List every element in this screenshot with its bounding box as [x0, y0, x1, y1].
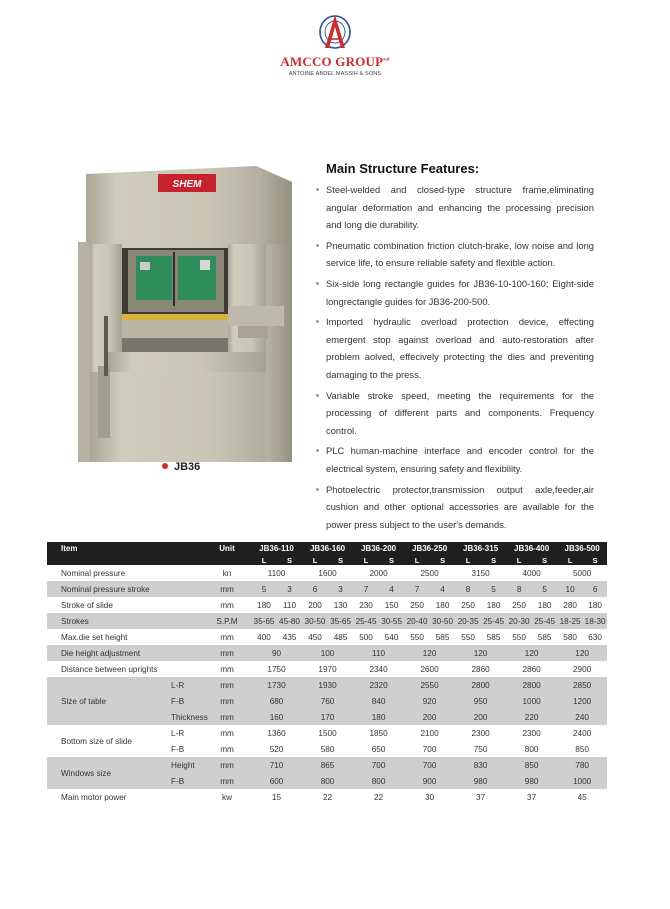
sub-l: L	[302, 555, 328, 565]
table-row: Max.die set height mm 400 435 450 485 500 540 550 585 550 585 550 585 580 630	[61, 632, 602, 642]
company-name: AMCCO $GROUP^{sal}$	[280, 54, 390, 69]
header-model: JB36-315	[455, 542, 506, 555]
header-model: JB36-110	[251, 542, 302, 555]
header-unit: Unit	[203, 542, 251, 555]
sub-l: L	[404, 555, 430, 565]
table-row: Stroke of slide mm 180 110 200 130 230 150 250 180 250 180 250 180 280 180	[61, 600, 602, 610]
spec-table	[47, 542, 607, 805]
header-model: JB36-500	[557, 542, 607, 555]
company-subtitle: ANTOINE ABDEL MASSIH & SONS	[288, 71, 382, 77]
sub-s: S	[277, 555, 302, 565]
sub-s: S	[379, 555, 404, 565]
table-row: Die height adjustment mm 90 100 110 120 120 120 120	[47, 645, 607, 661]
feature-item: PLC human-machine interface and encoder control for the electrical system, ensuring safety and flexibility.	[316, 442, 594, 477]
caption-bullet-icon	[162, 463, 168, 469]
header-item: Item	[47, 542, 203, 555]
sub-l: L	[353, 555, 379, 565]
features-list	[316, 181, 594, 533]
table-row: Distance between uprights mm 1750 1970 2340 2600 2860 2860 2900	[61, 664, 592, 674]
table-row: Bottom size of slide L-R mm 1360 1500 1850 2100 2300 2300 2400	[61, 728, 592, 746]
table-subheader-row	[47, 555, 607, 565]
sub-l: L	[455, 555, 481, 565]
table-row: Windows size Height mm 710 865 700 700 830 850 780	[47, 757, 607, 773]
header-model: JB36-200	[353, 542, 404, 555]
feature-item: Imported hydraulic overload protection device, effecting emergent stop against overload and auto-restoration after problem aolved, effecively protecting the dies and preventing damaging to the press.	[316, 313, 594, 383]
sub-l: L	[557, 555, 583, 565]
sub-s: S	[532, 555, 557, 565]
table-header-row	[47, 542, 607, 555]
sub-s: S	[430, 555, 455, 565]
table-row: Size of table L-R mm 1730 1930 2320 2550 2800 2800 2850	[47, 677, 607, 693]
header-model: JB36-250	[404, 542, 455, 555]
sub-l: L	[251, 555, 277, 565]
header-model: JB36-400	[506, 542, 557, 555]
sub-l: L	[506, 555, 532, 565]
company-logo	[272, 12, 398, 82]
table-row: F-B mm 600 800 800 900 980 980 1000	[47, 773, 607, 789]
feature-item: Steel-welded and closed-type structure frame,eliminating angular deformation and enhancing the processing precision and long die durability.	[316, 181, 594, 234]
sub-s: S	[481, 555, 506, 565]
features-section	[316, 161, 594, 536]
feature-item: Photoelectric protector,transmission output axle,feeder,air cushion and other optional accessories are available for the power press subject to the user's demands.	[316, 481, 594, 534]
press-machine-image	[78, 156, 304, 462]
table-row: Strokes S.P.M 35-65 45-80 30-50 35-65 25-45 30-55 20-40 30-50 20-35 25-45 20-30 25-45 18-25 18-30	[47, 613, 607, 629]
table-row: Thickness mm 160 170 180 200 200 220 240	[47, 709, 607, 725]
table-row: Main motor power kw 15 22 22 30 37 37 45	[61, 792, 587, 802]
header-model: JB36-160	[302, 542, 353, 555]
sub-s: S	[328, 555, 353, 565]
table-row: F-B mm 680 760 840 920 950 1000 1200	[47, 693, 607, 709]
feature-item: Pneumatic combination friction clutch-brake, low noise and long service life, to ensure reliable safety and flexible action.	[316, 237, 594, 272]
features-title: Main Structure Features:	[326, 161, 480, 176]
machine-caption: JB36	[162, 461, 200, 473]
brand-plate-text: SHEM	[172, 179, 202, 190]
feature-item: Variable stroke speed, meeting the requirements for the processing of different parts and components. Frequency control.	[316, 387, 594, 440]
table-row: Nominal pressure kn 1100 1600 2000 2500 3150 4000 5000	[61, 568, 592, 578]
sub-s: S	[583, 555, 607, 565]
table-row: F-B mm 520 580 650 700 750 800 850	[171, 744, 589, 754]
amcco-logo-mark-icon	[317, 12, 353, 52]
feature-item: Six-side long rectangle guides for JB36-10-100-160; Eight-side longrectangle guides for JB36-200-500.	[316, 275, 594, 310]
table-row: Nominal pressure stroke mm 5 3 6 3 7 4 7 4 8 5 8 5 10 6	[47, 581, 607, 597]
